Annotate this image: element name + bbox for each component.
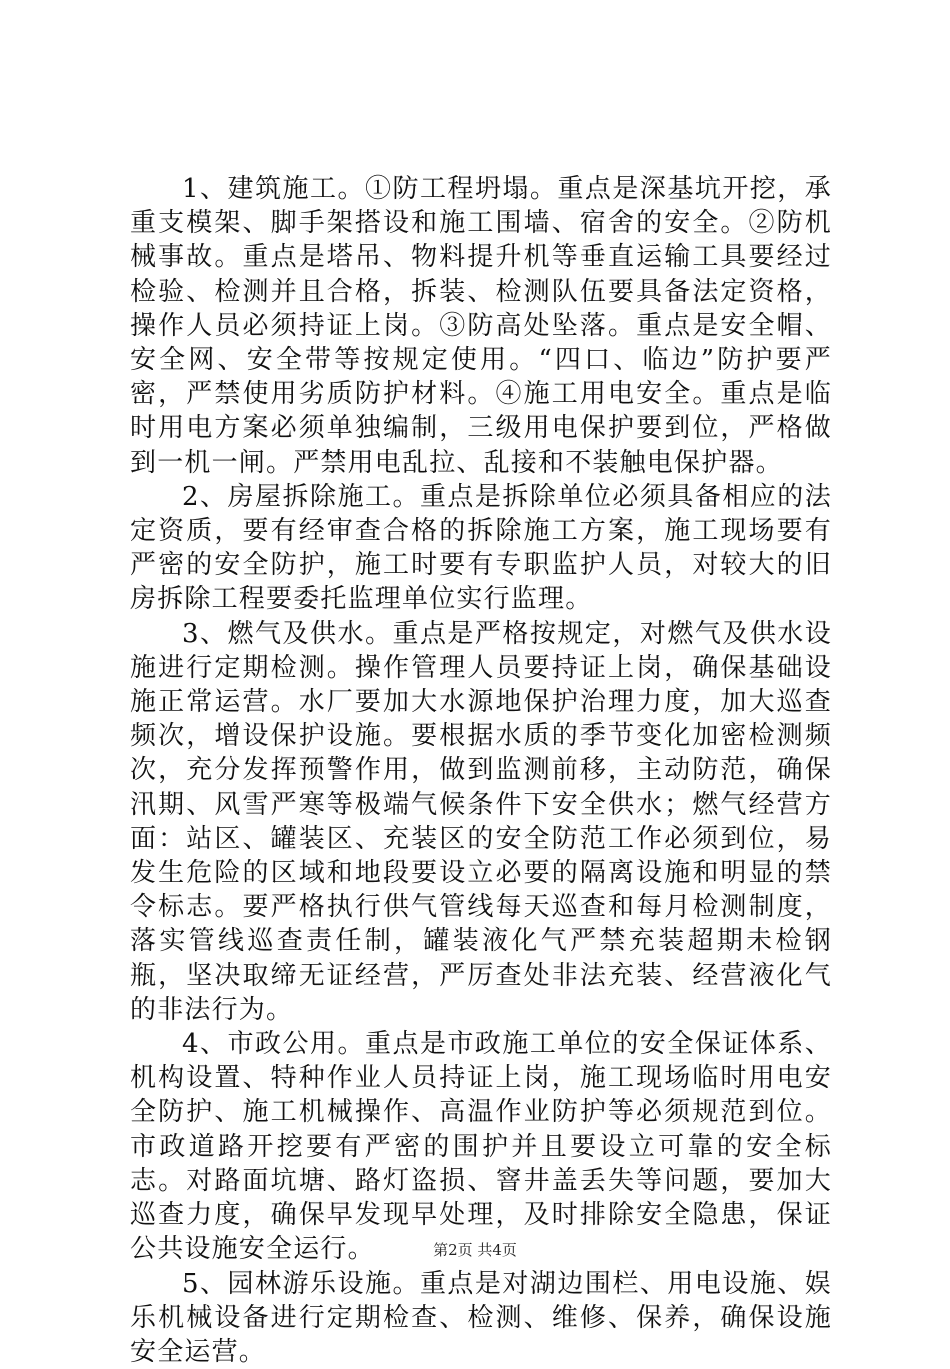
paragraph-gas-water: 3、燃气及供水。重点是严格按规定，对燃气及供水设施进行定期检测。操作管理人员要持证上岗，确保基础设施正常运营。水厂要加大水源地保护治理力度，加大巡查频次，增设保护设施。要根据水质的季节变化加密检测频次，充分发挥预警作用，做到监测前移，主动防范，确保汛期、风雪严寒等极端气候条件下安全供水；燃气经营方面：站区、罐装区、充装区的安全防范工作必须到位，易发生危险的区域和地段要设立必要的隔离设施和明显的禁令标志。要严格执行供气管线每天巡查和每月检测制度，落实管线巡查责任制，罐装液化气严禁充装超期未检钢瓶，坚决取缔无证经营，严厉查处非法充装、经营液化气的非法行为。 [130,617,832,1027]
paragraph-municipal: 4、市政公用。重点是市政施工单位的安全保证体系、机构设置、特种作业人员持证上岗，施工现场临时用电安全防护、施工机械操作、高温作业防护等必须规范到位。市政道路开挖要有严密的围护并且要设立可靠的安全标志。对路面坑塘、路灯盗损、窨井盖丢失等问题，要加大巡查力度，确保早发现早处理，及时排除安全隐患，保证公共设施安全运行。 [130,1027,832,1266]
page-number-footer: 第2页 共4页 [0,1240,950,1260]
paragraph-demolition: 2、房屋拆除施工。重点是拆除单位必须具备相应的法定资质，要有经审查合格的拆除施工方案，施工现场要有严密的安全防护，施工时要有专职监护人员，对较大的旧房拆除工程要委托监理单位实行监理。 [130,480,832,617]
document-body [130,172,832,1369]
paragraph-building-construction: 1、建筑施工。①防工程坍塌。重点是深基坑开挖，承重支模架、脚手架搭设和施工围墙、宿舍的安全。②防机械事故。重点是塔吊、物料提升机等垂直运输工具要经过检验、检测并且合格，拆装、检测队伍要具备法定资格，操作人员必须持证上岗。③防高处坠落。重点是安全帽、安全网、安全带等按规定使用。“四口、临边”防护要严密，严禁使用劣质防护材料。④施工用电安全。重点是临时用电方案必须单独编制，三级用电保护要到位，严格做到一机一闸。严禁用电乱拉、乱接和不装触电保护器。 [130,172,832,480]
paragraph-garden-amusement: 5、园林游乐设施。重点是对湖边围栏、用电设施、娱乐机械设备进行定期检查、检测、维修、保养，确保设施安全运营。 [130,1267,832,1369]
